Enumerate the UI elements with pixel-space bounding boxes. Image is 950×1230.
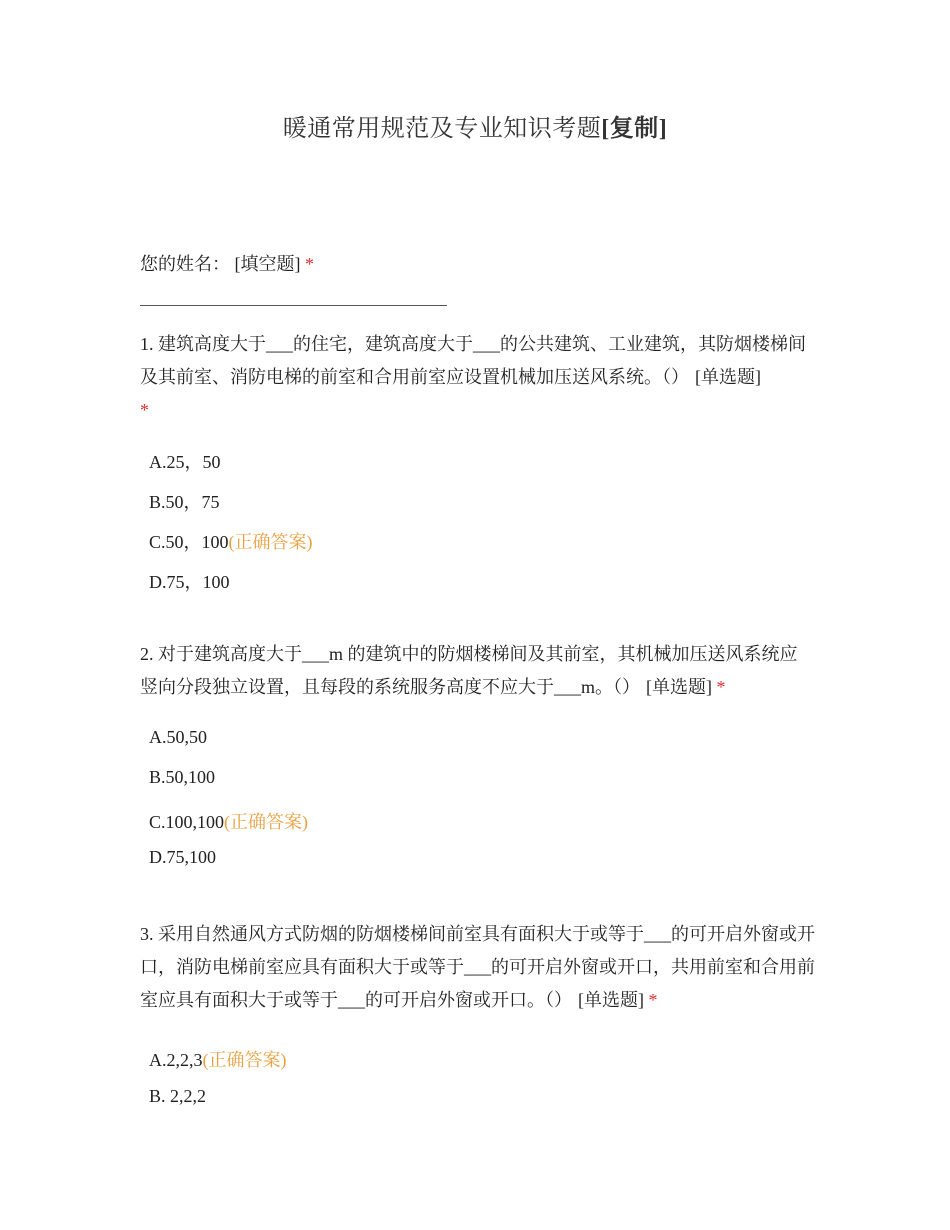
title-text: 暖通常用规范及专业知识考题 [282,116,602,142]
question-text: 1. 建筑高度大于___的住宅，建筑高度大于___的公共建筑、工业建筑，其防烟楼梯间及其前室、消防电梯的前室和合用前室应设置机械加压送风系统。（） [140,334,806,387]
name-label: 您的姓名： [140,254,230,274]
option-text: D.75,100 [149,847,216,867]
correct-answer-label: (正确答案) [202,1050,287,1070]
required-mark: * [716,677,726,697]
option-2a[interactable] [149,727,207,748]
question-3 [140,918,815,1017]
option-1a[interactable] [149,448,221,474]
option-1c[interactable] [149,528,313,554]
name-input-line[interactable] [140,305,447,306]
option-1b[interactable] [149,488,220,514]
option-3b[interactable] [149,1086,206,1107]
option-2b[interactable] [149,767,215,788]
question-text: 2. 对于建筑高度大于___m 的建筑中的防烟楼梯间及其前室，其机械加压送风系统应竖向分段独立设置，且每段的系统服务高度不应大于___m。（） [140,644,798,697]
title-suffix: [复制] [601,116,668,142]
required-mark: * [648,990,658,1010]
question-2 [140,638,815,704]
page-title [0,108,950,143]
option-text: B.50，75 [149,492,220,512]
option-text: A.25，50 [149,452,221,472]
question-type: [单选题] [695,367,761,387]
option-2c[interactable] [149,808,308,834]
option-text: B.50,100 [149,767,216,787]
option-text: A.2,2,3 [149,1050,203,1070]
question-type: [单选题] [646,677,712,697]
name-question [140,250,314,276]
option-2d[interactable] [149,847,216,868]
question-text: 3. 采用自然通风方式防烟的防烟楼梯间前室具有面积大于或等于___的可开启外窗或开口，消防电梯前室应具有面积大于或等于___的可开启外窗或开口，共用前室和合用前室应具有面积大于或等于___的可开启外窗或开口。（） [140,924,815,1010]
option-text: B. 2,2,2 [149,1086,207,1106]
option-text: C.100,100 [149,812,225,832]
question-type: [单选题] [578,990,644,1010]
option-text: A.50,50 [149,727,207,747]
question-type: [填空题] [234,254,301,274]
required-mark: * [305,254,314,274]
correct-answer-label: (正确答案) [224,812,309,832]
correct-answer-label: (正确答案) [228,532,313,552]
option-3a[interactable] [149,1046,287,1072]
required-mark: * [140,400,149,420]
question-1 [140,328,815,427]
option-text: D.75，100 [149,572,230,592]
option-text: C.50，100 [149,532,229,552]
option-1d[interactable] [149,568,230,594]
